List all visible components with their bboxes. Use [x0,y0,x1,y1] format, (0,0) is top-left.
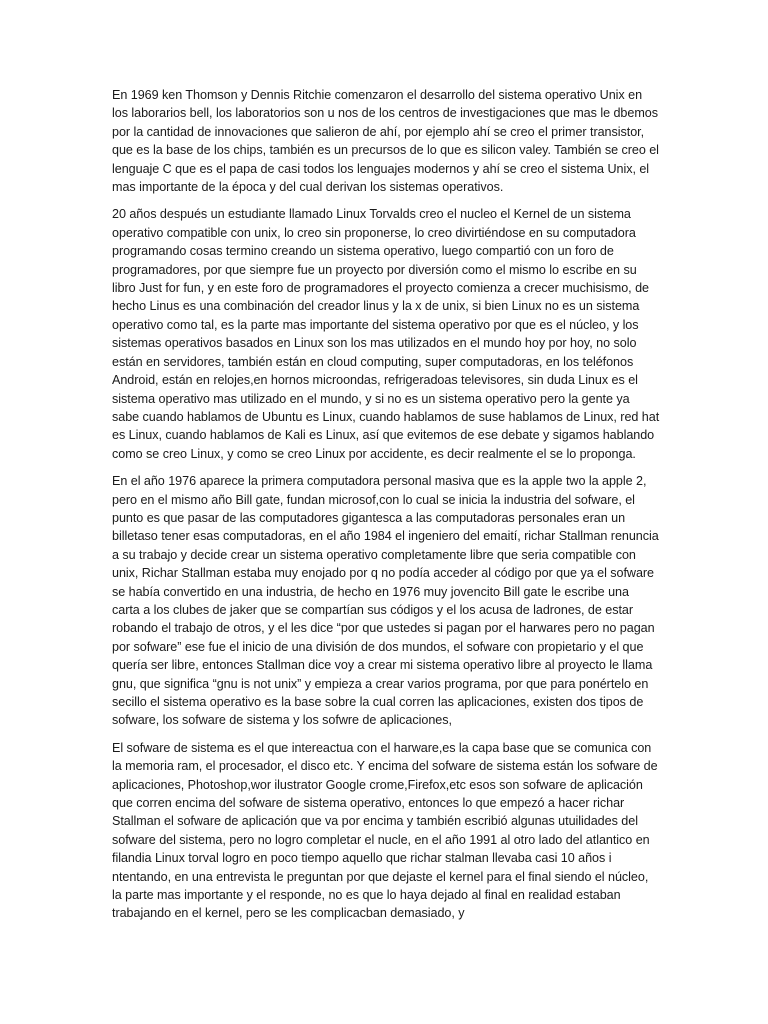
paragraph-system-software: El sofware de sistema es el que intereactua con el harware,es la capa base que se comunica con la memoria ram, el procesador, el disco etc. Y encima del sofware de sistema están los sofware de aplicaciones, Photoshop,wor ilustrator Google crome,Firefox,etc esos son sofware de aplicación que corren encima del sofware de sistema operativo, entonces lo que empezó a hacer richar Stallman el sofware de aplicación que va por encima y también escribió algunas utuilidades del sofware del sistema, pero no logro completar el nucle, en el año 1991 al otro lado del atlantico en filandia Linux torval logro en poco tiempo aquello que richar stalman llevaba casi 10 años i ntentando, en una entrevista le preguntan por que dejaste el kernel para el final siendo el núcleo, la parte mas importante y el responde, no es que lo haya dejado al final en realidad estaban trabajando en el kernel, pero se les complicacban demasiado, y [112,740,658,921]
paragraph-linux-origin: 20 años después un estudiante llamado Linux Torvalds creo el nucleo el Kernel de un sistema operativo compatible con unix, lo creo sin proponerse, lo creo divirtiéndose en su computadora programando cosas termino creando un sistema operativo, luego compartió con un foro de programadores, por que siempre fue un proyecto por diversión como el mismo lo escribe en su libro Just for fun, y en este foro de programadores el proyecto comienza a crecer muchisismo, de hecho Linus es una combinación del creador linus y la x de unix, si bien Linux no es un sistema operativo como tal, es la parte mas importante del sistema operativo por que es el núcleo, y los sistemas operativos basados en Linux son los mas utilizados en el mundo hoy por hoy, no solo están en servidores, también están en cloud computing, super computadoras, en los teléfonos Android, están en relojes,en hornos microondas, refrigeradoas televisores, sin duda Linux es el sistema operativo mas utilizado en el mundo, y si no es un sistema operativo pero la gente ya sabe cuando hablamos de Ubuntu es Linux, cuando hablamos de suse hablamos de Linux, red hat es Linux, cuando hablamos de Kali es Linux, así que evitemos de ese debate y sigamos hablando como se creo Linux, y como se creo Linux por accidente, es decir realmente el se lo proponga. [112,207,660,461]
paragraph-unix-history: En 1969 ken Thomson y Dennis Ritchie comenzaron el desarrollo del sistema operativo Unix en los laborarios bell, los laboratorios son u nos de los centros de investigaciones que mas le dbemos por la cantidad de innovaciones que salieron de ahí, por ejemplo ahí se creo el primer transistor, que es la base de los chips, también es un precursos de lo que es silicon valey. También se creo el lenguaje C que es el papa de casi todos los lenguajes modernos y ahí se creo el sistema Unix, el mas importante de la época y del cual derivan los sistemas operativos. [112,88,659,195]
paragraph-gnu-stallman: En el año 1976 aparece la primera computadora personal masiva que es la apple two la apple 2, pero en el mismo año Bill gate, fundan microsof,con lo cual se inicia la industria del sofware, el punto es que pasar de las computadores gigantesca a las computadoras personales eran un billetaso tener esas computadoras, en el año 1984 el ingeniero del emaití, richar Stallman renuncia a su trabajo y decide crear un sistema operativo completamente libre que seria compatible con unix, Richar Stallman estaba muy enojado por q no podía acceder al código por que ya el sofware se había convertido en una industria, de hecho en 1976 muy jovencito Bill gate le escribe una carta a los clubes de jaker que se compartían sus códigos y el los acusa de ladrones, de estar robando el trabajo de otros, y el les dice “por que ustedes si pagan por el harwares pero no pagan por sofware” ese fue el inicio de una división de dos mundos, el sofware con propietario y el que quería ser libre, entonces Stallman dice voy a crear mi sistema operativo libre al proyecto le llama gnu, que significa “gnu is not unix” y empieza a crear varios programa, por que para ponértelo en secillo el sistema operativo es la base sobre la cual corren las aplicaciones, existen dos tipos de sofware, los sofware de sistema y los sofwre de aplicaciones, [112,474,659,728]
